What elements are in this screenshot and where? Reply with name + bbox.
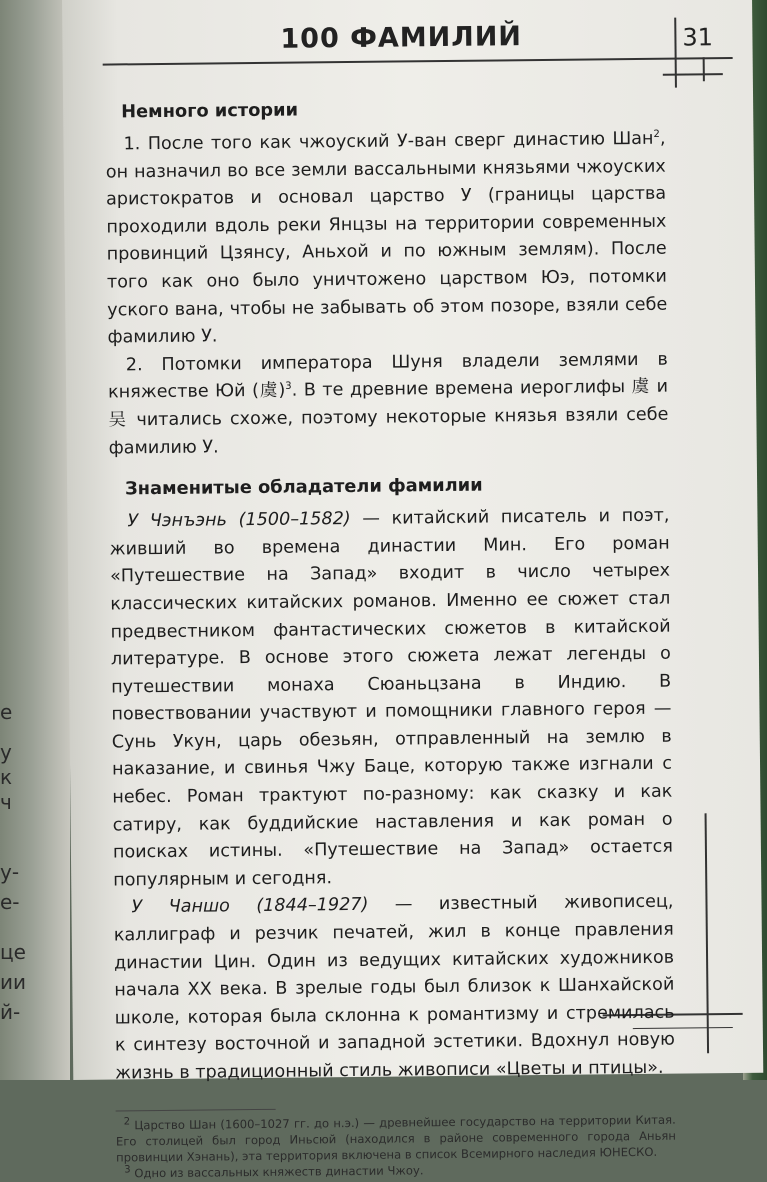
neighbor-fragment: е- (0, 890, 20, 914)
running-title: 100 ФАМИЛИЙ (280, 21, 523, 55)
person-name: У Чаншо (1844–1927) (131, 895, 369, 918)
famous-paragraph-1: У Чэнъэнь (1500–1582) — китайский писатель и поэт, живший во времена династии Мин. Его роман «Путешествие на Запад» входит в число четырех классических китайских романов. Именно ее сюжет стал предвестником фантастических сюжетов в китайской литературе. В основе этого сюжета лежат легенды о путешествии монаха Сюаньцзана в Индию. В повествовании участвуют и помощники главного героя — Сунь Укун, царь обезьян, отправленный на землю в наказание, и свинья Чжу Баце, которую также изгнали с небес. Роман трактуют по-разному: как сказку и как сатиру, как буддийские наставления и как роман о поисках истины. «Путешествие на Запад» остается популярным и сегодня. (109, 505, 674, 891)
header-rule (103, 57, 733, 66)
hieroglyph: 吴 (108, 410, 129, 431)
footer-ornament-line (705, 813, 710, 1053)
neighbor-fragment: у- (0, 860, 20, 884)
footnote-2: $^2$ Царство Шан (1600–1027 гг. до н.э.) — древнейшее государство на территории Китая. Его столицей был город Иньсюй (находился в районе современного города Аньян провинции Хэнань), эта территория включена в список Всемирного наследия ЮНЕСКО. (115, 1112, 676, 1165)
neighbor-fragment: й- (0, 1000, 21, 1024)
neighbor-fragment: це (0, 940, 26, 964)
neighbor-fragment: к (0, 765, 13, 789)
neighbor-fragment: ии (0, 970, 26, 994)
history-paragraph-2: 2. Потомки императора Шуня владели землями в княжестве Юй (虞)$^3$. В те древние времена иероглифы 虞 и 吴 читались схоже, поэтому некоторые князья взяли себе фамилию У. (108, 349, 669, 459)
header-ornament-line (703, 57, 705, 81)
footnote-3: $^3$ Одно из вассальных княжеств династии Чжоу. (124, 1162, 424, 1180)
famous-heading: Знаменитые обладатели фамилии (125, 474, 483, 500)
history-heading: Немного истории (121, 99, 299, 123)
history-paragraph-1: 1. После того как чжоуский У-ван сверг династию Шан$^2$, он назначил во все земли вассальными князьями чжоуских аристократов и основал царство У (границы царства проходили вдоль реки Янцзы на территории современных провинций Цзянсу, Аньхой и по южным землям). После того как оно было уничтожено царством Юэ, потомки уского вана, чтобы не забывать об этом позоре, взяли себе фамилию У. (105, 128, 668, 348)
page-number: 31 (682, 23, 714, 52)
neighbor-page-strip (0, 0, 70, 1080)
neighbor-fragment: ч (0, 790, 12, 814)
footnote-divider (116, 1108, 276, 1111)
person-name: У Чэнъэнь (1500–1582) (127, 509, 351, 532)
header-ornament-line (663, 73, 723, 76)
neighbor-fragment: у (0, 740, 12, 764)
book-page (62, 0, 763, 1180)
footnote-ref: 3 (285, 381, 292, 393)
neighbor-fragment: е (0, 700, 13, 724)
hieroglyph: 虞 (631, 377, 651, 398)
page-body (105, 86, 676, 1181)
hieroglyph: 虞 (258, 381, 279, 402)
footnote-ref: 2 (653, 128, 660, 140)
header-ornament-line (674, 18, 677, 88)
famous-paragraph-2: У Чаншо (1844–1927) — известный живописец, каллиграф и резчик печатей, жил в конце правления династии Цин. Один из ведущих китайских художников начала XX века. В зрелые годы был близок к Шанхайской школе, которая была склонна к романтизму и стремилась к синтезу восточной и западной эстетики. Вдохнул новую жизнь в традиционный стиль живописи «Цветы и птицы». (113, 892, 676, 1084)
